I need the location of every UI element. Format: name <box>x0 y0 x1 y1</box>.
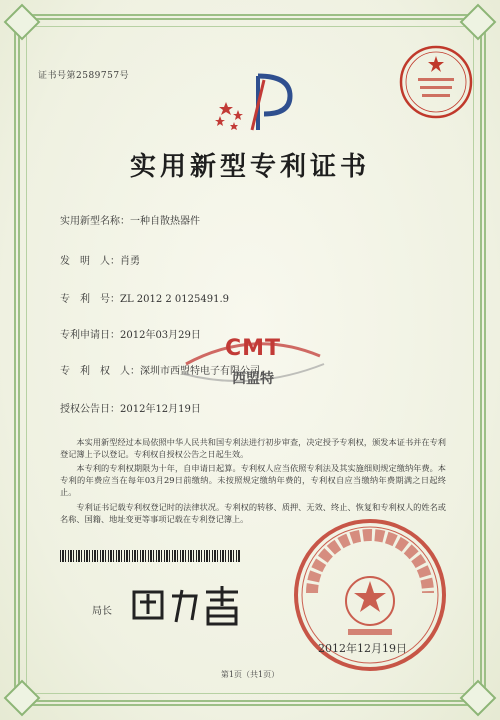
paragraph: 专利证书记载专利权登记时的法律状况。专利权的转移、质押、无效、终止、恢复和专利权人的姓名或名称、国籍、地址变更等事项记载在专利登记簿上。 <box>60 502 446 524</box>
field-value: 2012年12月19日 <box>120 404 201 415</box>
field-label: 专 利 号： <box>60 294 120 305</box>
field-label: 实用新型名称： <box>60 216 130 227</box>
field-value: 一种自散热器件 <box>130 216 200 227</box>
field-label: 授权公告日： <box>60 404 120 415</box>
paragraph: 本实用新型经过本局依照中华人民共和国专利法进行初步审查，决定授予专利权，颁发本证书并在专利登记簿上予以登记。专利权自授权公告之日起生效。 <box>60 437 446 459</box>
field-label: 专利申请日： <box>60 330 120 341</box>
field-utility-model-name <box>60 212 200 227</box>
field-value: 2012年03月29日 <box>120 330 201 341</box>
field-value: 深圳市西盟特电子有限公司 <box>140 366 260 377</box>
field-inventor <box>60 252 140 267</box>
field-patent-number <box>60 290 229 305</box>
field-grant-date <box>60 400 201 415</box>
certificate-number: 证书号第2589757号 <box>38 71 130 81</box>
field-value: ZL 2012 2 0125491.9 <box>120 294 230 305</box>
field-value: 肖勇 <box>120 256 140 267</box>
seal-date: 2012年12月19日 <box>318 642 407 655</box>
director-signature-icon <box>128 582 248 628</box>
field-label: 发 明 人： <box>60 256 120 267</box>
field-label: 专 利 权 人： <box>60 366 140 377</box>
watermark-logo-text: CMT <box>224 336 282 361</box>
patent-office-emblem-icon <box>212 72 302 132</box>
paragraph: 本专利的专利权期限为十年，自申请日起算。专利权人应当依照专利法及其实施细则规定缴纳年费。本专利的年费应当在每年03月29日前缴纳。未按照规定缴纳年费的，专利权自应当缴纳年费期满之日起终止。 <box>60 463 446 497</box>
barcode <box>60 550 240 562</box>
director-label: 局长 <box>92 606 112 617</box>
certificate-title: 实用新型专利证书 <box>129 152 370 182</box>
issuing-seal-icon <box>398 44 474 120</box>
page-footer: 第1页（共1页） <box>220 670 280 679</box>
watermark-sub-text: 西盟特 <box>232 371 274 387</box>
